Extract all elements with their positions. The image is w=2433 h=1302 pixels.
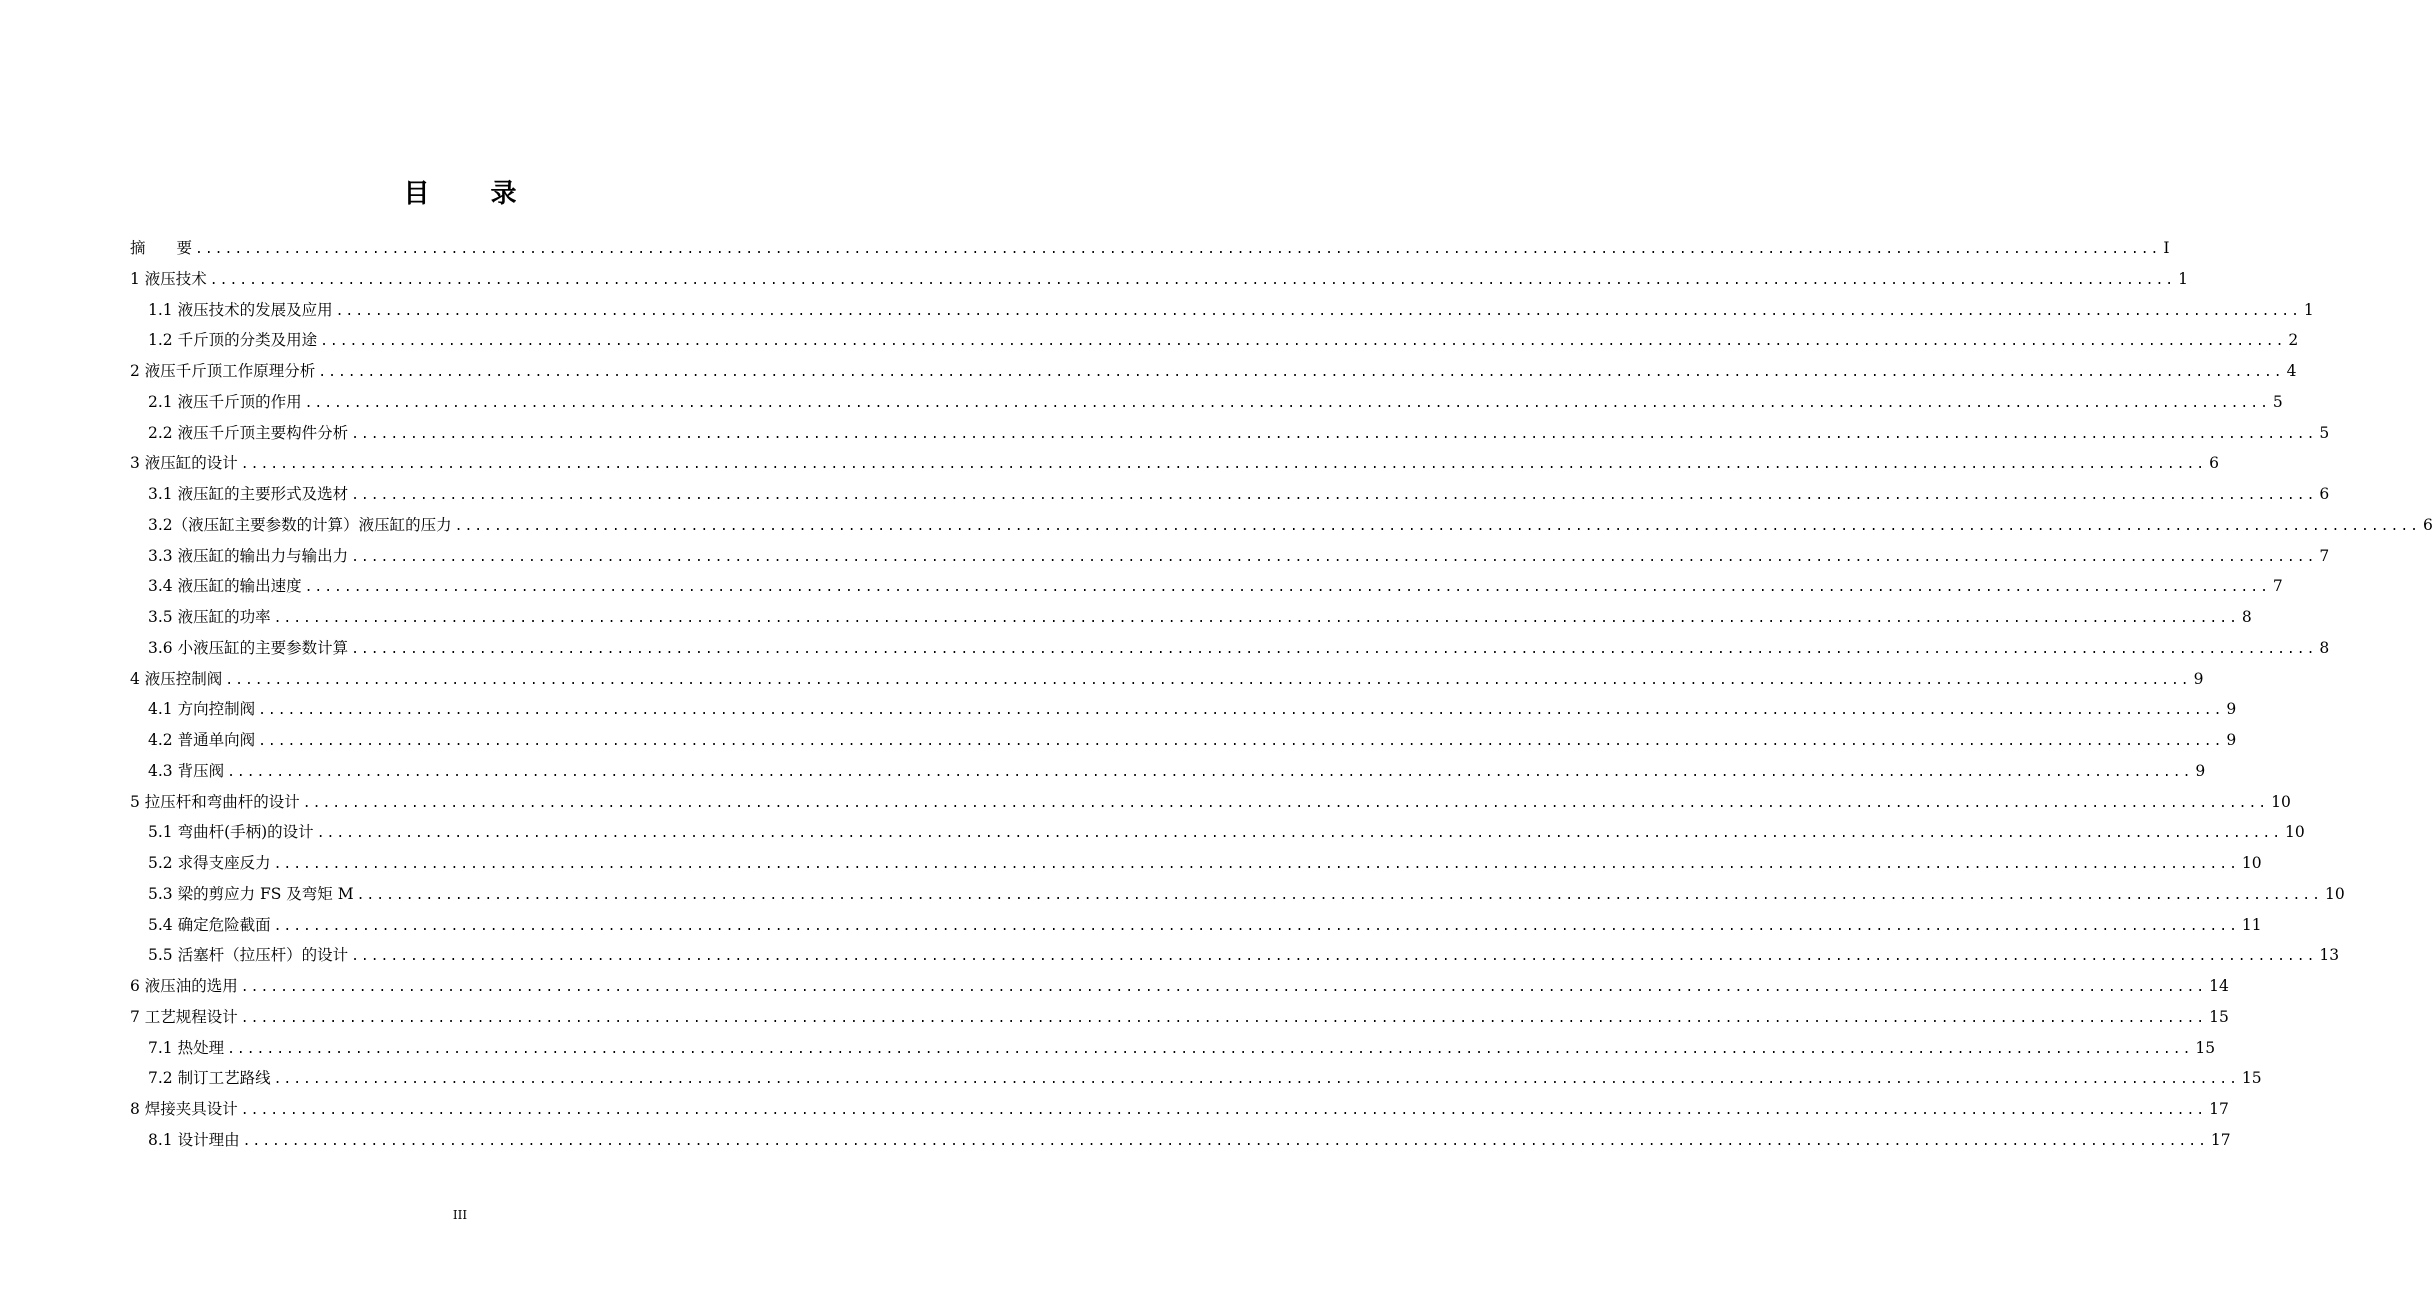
toc-entry-page: 13: [2319, 946, 2340, 965]
toc-entry-page: 9: [2226, 731, 2237, 749]
toc-entry-label: 3.6 小液压缸的主要参数计算: [148, 638, 349, 657]
toc-entry-label: 7 工艺规程设计: [130, 1007, 238, 1026]
toc-entry-label: 3.1 液压缸的主要形式及选材: [148, 485, 349, 503]
toc-dot-leader: ........................................................................................................................................................................................................: [225, 672, 2191, 688]
toc-entry: [130, 882, 2345, 913]
toc-dot-leader: ........................................................................................................................................................................................................: [240, 980, 2207, 995]
toc-dot-leader: ........................................................................................................................................................................................................: [304, 580, 2270, 596]
toc-dot-leader: ........................................................................................................................................................................................................: [454, 518, 2420, 534]
toc-dot-leader: ........................................................................................................................................................................................................: [258, 734, 2224, 749]
toc-entry: [130, 1128, 2231, 1159]
toc-entry: [130, 913, 2262, 944]
toc-entry: [130, 574, 2283, 605]
toc-entry: [130, 790, 2291, 821]
toc-entry: [130, 544, 2330, 575]
toc-entry: [130, 1066, 2262, 1097]
toc-entry-label: 3.4 液压缸的输出速度: [148, 577, 302, 596]
toc-entry: [130, 605, 2252, 636]
toc-dot-leader: ........................................................................................................................................................................................................: [258, 703, 2224, 719]
toc-entry-label: 2.1 液压千斤顶的作用: [148, 392, 302, 411]
toc-entry-page: 17: [2210, 1130, 2231, 1149]
toc-entry: [130, 636, 2330, 667]
toc-dot-leader: ........................................................................................................................................................................................................: [351, 949, 2317, 965]
toc-entry-label: 1 液压技术: [130, 269, 207, 288]
toc-entry-label: 2 液压千斤顶工作原理分析: [130, 362, 316, 380]
toc-dot-leader: ........................................................................................................................................................................................................: [195, 242, 2161, 257]
toc-entry-page: 10: [2324, 884, 2345, 903]
toc-dot-leader: ........................................................................................................................................................................................................: [351, 426, 2317, 442]
toc-entry: [130, 851, 2262, 882]
toc-dot-leader: ........................................................................................................................................................................................................: [316, 826, 2283, 842]
toc-entry-label: 4.1 方向控制阀: [148, 700, 256, 719]
toc-entry: [130, 328, 2299, 359]
toc-entry-label: 5.3 梁的剪应力 FS 及弯矩 M: [148, 884, 354, 903]
toc-entry-page: 11: [2241, 915, 2262, 934]
toc-entry-page: 6: [2423, 515, 2433, 534]
toc-entry: [130, 974, 2229, 1005]
toc-entry-page: 9: [2193, 669, 2204, 688]
toc-entry-label: 8 焊接夹具设计: [130, 1100, 238, 1118]
toc-entry-page: 15: [2195, 1038, 2216, 1057]
toc-entry-page: 5: [2319, 423, 2330, 442]
toc-entry: [130, 421, 2330, 452]
toc-entry-page: 7: [2319, 546, 2330, 565]
toc-entry-label: 7.1 热处理: [148, 1038, 225, 1057]
toc-dot-leader: ........................................................................................................................................................................................................: [240, 1103, 2207, 1118]
toc-entry: [130, 943, 2340, 974]
toc-entry-page: 6: [2209, 454, 2220, 473]
toc-entry-label: 1.1 液压技术的发展及应用: [148, 300, 333, 319]
toc-entry: [130, 728, 2237, 759]
toc-dot-leader: ........................................................................................................................................................................................................: [273, 611, 2239, 626]
toc-entry-page: 8: [2241, 608, 2252, 626]
toc-entry: [130, 390, 2283, 421]
toc-dot-leader: ........................................................................................................................................................................................................: [304, 395, 2270, 411]
toc-entry-page: 15: [2241, 1069, 2262, 1088]
toc-dot-leader: ........................................................................................................................................................................................................: [335, 303, 2301, 319]
toc-entry: [130, 298, 2314, 329]
toc-entry-label: 5.2 求得支座反力: [148, 854, 271, 872]
toc-entry: [130, 359, 2297, 390]
toc-dot-leader: ........................................................................................................................................................................................................: [240, 457, 2207, 473]
toc-dot-leader: ........................................................................................................................................................................................................: [273, 918, 2239, 934]
table-of-contents: [130, 236, 2433, 1159]
toc-dot-leader: ........................................................................................................................................................................................................: [302, 795, 2269, 811]
toc-entry-label: 3.5 液压缸的功率: [148, 608, 271, 626]
toc-entry: [130, 513, 2433, 544]
toc-entry-page: 9: [2195, 761, 2206, 780]
toc-entry: [130, 667, 2204, 698]
toc-entry-label: 3.3 液压缸的输出力与输出力: [148, 546, 349, 565]
toc-entry-label: 4.2 普通单向阀: [148, 731, 256, 749]
page-number: III: [452, 1208, 468, 1222]
toc-entry-label: 摘 要: [130, 239, 193, 257]
toc-dot-leader: ........................................................................................................................................................................................................: [227, 1041, 2193, 1057]
toc-entry-label: 3.2（液压缸主要参数的计算）液压缸的压力: [148, 515, 452, 534]
toc-entry-page: 1: [2303, 300, 2314, 319]
toc-entry-label: 7.2 制订工艺路线: [148, 1069, 271, 1088]
toc-dot-leader: ........................................................................................................................................................................................................: [240, 1010, 2207, 1026]
toc-dot-leader: ........................................................................................................................................................................................................: [351, 641, 2317, 657]
toc-dot-leader: ........................................................................................................................................................................................................: [242, 1133, 2208, 1149]
toc-entry-label: 2.2 液压千斤顶主要构件分析: [148, 423, 349, 442]
toc-dot-leader: ........................................................................................................................................................................................................: [351, 488, 2317, 503]
toc-entry-label: 4.3 背压阀: [148, 761, 225, 780]
toc-entry-page: 1: [2178, 269, 2189, 288]
toc-entry-page: 15: [2209, 1007, 2229, 1026]
toc-dot-leader: ........................................................................................................................................................................................................: [318, 365, 2284, 380]
toc-entry-page: 4: [2286, 362, 2297, 380]
toc-entry-label: 6 液压油的选用: [130, 977, 238, 995]
toc-dot-leader: ........................................................................................................................................................................................................: [273, 857, 2239, 872]
toc-entry: [130, 267, 2189, 298]
toc-entry-label: 1.2 千斤顶的分类及用途: [148, 331, 318, 350]
toc-entry-label: 3 液压缸的设计: [130, 454, 238, 473]
toc-entry: [130, 1036, 2216, 1067]
toc-dot-leader: ........................................................................................................................................................................................................: [227, 764, 2193, 780]
toc-entry-label: 4 液压控制阀: [130, 669, 223, 688]
toc-entry: [130, 482, 2330, 513]
toc-dot-leader: ........................................................................................................................................................................................................: [209, 272, 2176, 288]
page-title: 目 录: [403, 179, 543, 209]
toc-entry-page: 2: [2288, 331, 2299, 350]
toc-entry-page: 10: [2241, 854, 2262, 872]
toc-entry-page: 10: [2285, 823, 2305, 842]
toc-entry-page: 8: [2319, 638, 2330, 657]
toc-entry-label: 5.1 弯曲杆(手柄)的设计: [148, 823, 314, 842]
toc-entry: [130, 759, 2206, 790]
toc-dot-leader: ........................................................................................................................................................................................................: [356, 887, 2322, 903]
toc-entry-page: 14: [2209, 977, 2229, 995]
toc-entry: [130, 820, 2305, 851]
toc-entry: [130, 451, 2220, 482]
toc-entry: [130, 697, 2237, 728]
toc-entry-label: 5 拉压杆和弯曲杆的设计: [130, 792, 300, 811]
toc-entry: [130, 1005, 2229, 1036]
toc-dot-leader: ........................................................................................................................................................................................................: [273, 1072, 2239, 1088]
toc-entry-page: 17: [2209, 1100, 2229, 1118]
toc-entry-page: 9: [2226, 700, 2237, 719]
toc-entry-page: I: [2163, 239, 2170, 257]
toc-entry-page: 5: [2272, 392, 2283, 411]
toc-entry: [130, 1097, 2229, 1128]
toc-entry: [130, 236, 2170, 267]
toc-entry-page: 7: [2272, 577, 2283, 596]
toc-entry-page: 10: [2271, 792, 2291, 811]
toc-entry-label: 5.4 确定危险截面: [148, 915, 271, 934]
toc-dot-leader: ........................................................................................................................................................................................................: [320, 334, 2286, 350]
toc-entry-page: 6: [2319, 485, 2330, 503]
toc-entry-label: 5.5 活塞杆（拉压杆）的设计: [148, 946, 349, 965]
toc-dot-leader: ........................................................................................................................................................................................................: [351, 549, 2317, 565]
toc-entry-label: 8.1 设计理由: [148, 1130, 240, 1149]
